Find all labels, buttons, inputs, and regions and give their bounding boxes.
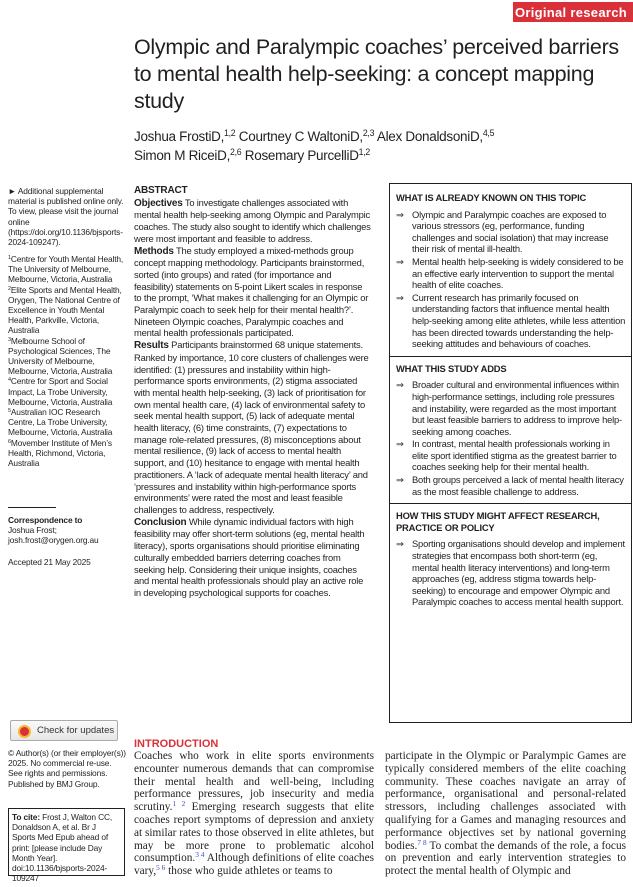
affiliation [8,336,126,377]
abstract-text: To investigate challenges associated with mental health help-seeking among Olympic and Paralympic coaches. The study also sought to identify which challenges were most important and feasible to address. [134,196,371,244]
citation-box [8,808,125,884]
author-name[interactable]: Simon M Rice [134,148,215,163]
abstract-label: Objectives [134,197,183,209]
supplemental-note[interactable]: ► Additional supplemental material is published online only. To view, please visit the journal online (https://doi.org/10.1136/bjsports-2024-109247). [8,186,124,248]
orcid-icon[interactable]: iD [346,148,359,163]
author-affiliation: 1,2 [224,128,236,139]
affiliation-number: 4 [8,377,11,384]
orcid-icon[interactable]: iD [214,148,227,163]
affiliation [8,438,126,469]
copyright: © Author(s) (or their employer(s)) 2025. No commercial re-use. See rights and permissions. Published by BMJ Group. [8,748,126,789]
abstract-text: Participants brainstormed 68 unique statements. Ranked by importance, 10 core clusters of challenges were identified: (1) pressures and instability within high-performance sports environments, (2) stigma associated with mental health help-seeking, (3) lack of prioritisation for own mental health care, (4) lack of environmental safety to seek mental health support, (5) lack of adequate mental health literacy, (6) time constraints, (7) expectations to manage role-related pressures, (8) misconceptions about mental resilience, (9) lack of access to mental health support, and (10) hesitance to engage with mental health practitioners. A ‘lack of adequate mental health literacy’ and ‘pressures and instability within high-performance sports environments’ were rated the most and least feasible challenges to address, respectively. [134,339,369,515]
box-heading: WHAT IS ALREADY KNOWN ON THIS TOPIC [396,192,587,203]
box-item [396,474,626,497]
author-affiliation: 2,6 [230,147,242,158]
body-text: Emerging research suggests that elite coaches report symptoms of depression and anxiety at similar rates to those observed in elite athletes, but may be more prone to problematic alcohol consumption. [134,801,374,865]
correspondence [8,515,126,546]
box-item [396,438,626,473]
box-item-text: Mental health help-seeking is widely considered to be an effective early intervention to support the mental health of elite coaches. [412,255,624,291]
abstract-text: While dynamic individual factors with high feasibility may offer short-term solutions (eg, mental health literacy), sports organisations should prioritise eliminating culturally embedded barriers deterring coaches from seeking help. Considering their unique insights, coaches and mental health professionals should play an active role in developing psychological supports for coaches. [134,515,365,598]
arrow-icon: ⇒ [396,438,404,450]
author [245,148,370,163]
author: Alex DonaldsoniD,$^{4,5}$ [376,128,495,144]
affiliation-number: 1 [8,255,11,261]
intro-column-1 [134,750,374,878]
body-text: To combat the demands of the role, a focus on prevention and early intervention strategies to protect the mental health of Olympic and [385,839,626,878]
introduction-heading: INTRODUCTION [134,738,219,750]
arrow-icon: ⇒ [396,208,404,220]
author-affiliation: 2,3 [362,128,375,139]
author-name[interactable]: Alex Donaldson [376,129,468,144]
box-item-text: Sporting organisations should develop and implement strategies that encompass both short-term (eg, mental health literacy interventions) and long-term approaches (eg, address stigma towards help-seeking) to encourage and empower Olympic and Paralympic coaches to access mental health support. [412,538,625,608]
affiliation [8,376,126,407]
box-item-text: In contrast, mental health professionals working in elite sport identified stigma as the greatest barrier to coaches seeking help for their mental health. [412,438,617,473]
box-heading: WHAT THIS STUDY ADDS [396,362,507,374]
citation-link[interactable]: 5 6 [156,863,166,873]
author: Courtney C WaltoniD,$^{2,3}$ [238,128,375,144]
correspondence-text[interactable]: Joshua Frost; josh.frost@orygen.org.au [8,525,99,546]
box-item [396,256,626,291]
check-updates-label: Check for updates [37,725,115,736]
correspondence-heading: Correspondence to [8,515,83,525]
abstract [134,185,372,599]
author-name[interactable]: Courtney C Walton [238,129,348,144]
accepted-date: Accepted 21 May 2025 [8,557,91,567]
box-list [396,209,626,350]
author-name[interactable]: Joshua Frost [134,129,209,144]
cite-text: Frost J, Walton CC, Donaldson A, et al. Br J Sports Med Epub ahead of print: [please include Day Month Year]. doi:10.1136/bjsports-2024-109247 [12,812,113,884]
affiliation-number: 6 [8,438,11,445]
affiliation-text: Elite Sports and Mental Health, Orygen, The National Centre of Excellence in Youth Mental Health, Parkville, Victoria, Australia [8,284,122,336]
affiliation-text: Centre for Youth Mental Health, The University of Melbourne, Melbourne, Victoria, Australia [8,254,124,285]
affiliation-text: Movember Institute of Men’s Health, Richmond, Victoria, Australia [8,437,112,469]
orcid-icon[interactable]: iD [467,129,480,144]
affiliation [8,254,126,285]
box-list [396,538,626,608]
affiliations [8,254,126,468]
citation-link[interactable]: 3 4 [195,850,205,860]
arrow-icon: ⇒ [396,255,404,267]
citation-link[interactable]: 1 2 [172,799,186,809]
arrow-icon: ⇒ [396,474,404,486]
body-text: those who guide athletes or teams to [165,865,333,878]
author-name[interactable]: Rosemary Purcell [244,148,347,163]
box-item-text: Broader cultural and environmental influences within high-performance settings, including role pressures and instability, were regarded as the most important but least feasible barriers to address to improve help-seeking among coaches. [412,379,622,437]
abstract-section [134,245,372,340]
author: Joshua FrostiD,$^{1,2}$ [134,128,236,144]
abstract-section [134,516,372,599]
cite-label: To cite: [12,812,40,822]
key-messages-box [389,183,632,723]
orcid-icon[interactable]: iD [347,129,360,144]
affiliation-number: 5 [8,408,11,415]
box-divider [390,503,631,504]
arrow-icon: ⇒ [396,379,404,391]
affiliation-text: Australian IOC Research Centre, La Trobe University, Melbourne, Victoria, Australia [8,407,113,438]
abstract-label: Conclusion [134,516,187,528]
affiliation-text: Centre for Sport and Social Impact, La Trobe University, Melbourne, Victoria, Australia [8,376,113,407]
check-for-updates-button[interactable] [10,720,118,741]
box-item-text: Current research has primarily focused on understanding factors that influence mental health help-seeking among elite athletes, while less attention has been directed towards understanding the help-seeking attitudes and behaviours of coaches. [412,291,626,350]
affiliation-number: 2 [8,285,11,292]
abstract-section [134,197,372,245]
author: Simon M RiceiD,$^{2,6}$ [134,147,242,163]
box-list [396,379,626,497]
box-item [396,209,626,255]
box-heading: HOW THIS STUDY MIGHT AFFECT RESEARCH, PRACTICE OR POLICY [396,510,600,533]
box-divider [390,356,631,357]
arrow-icon: ⇒ [396,538,404,550]
intro-column-2 [385,750,626,878]
box-item [396,538,626,608]
affiliation [8,407,126,438]
box-item-text: Both groups perceived a lack of mental health literacy as the most feasible challenge to address. [412,474,624,497]
body-text: Coaches who work in elite sports environments encounter numerous demands that can compromise their mental health and well-being, including performance pressures, job insecurity and media scrutiny. [134,750,374,814]
box-item [396,379,626,437]
box-item-text: Olympic and Paralympic coaches are exposed to various stressors (eg, performance, funding challenges and social isolation) that may increase their risk of mental ill-health. [412,208,609,255]
orcid-icon[interactable]: iD [208,129,221,144]
author-list [134,127,614,165]
author-affiliation: 1,2 [358,147,370,158]
author-affiliation: 4,5 [482,128,495,139]
box-item [396,292,626,350]
body-text: Although definitions of elite coaches vary, [134,852,374,878]
abstract-heading: ABSTRACT [134,185,188,196]
abstract-label: Methods [134,245,174,257]
abstract-label: Results [134,340,169,352]
abstract-text: The study employed a mixed-methods group concept mapping methodology. Participants brainstormed, sorted (into groups) and rated (for importance and feasibility) statements on 5-point Likert scales in response to the prompt, ‘What makes it challenging for an Olympic or Paralympic coach to seek help for their mental health?’. Nineteen Olympic coaches, Paralympic coaches and mental health professionals participated. [134,244,369,339]
citation-link[interactable]: 7 8 [417,837,427,847]
body-text: participate in the Olympic or Paralympic Games are typically considered members of the elite coaching community. These coaches navigate an array of performance, organisational and personal-related stressors, including challenges associated with qualifying for a Games and managing resources and performance objectives set by national governing bodies. [385,750,626,852]
arrow-icon: ⇒ [396,291,404,303]
article-title: Olympic and Paralympic coaches’ perceived barriers to mental health help-seeking: a concept mapping study [134,35,619,113]
affiliation [8,285,126,336]
abstract-section [134,339,372,516]
section-label: Original research [513,2,633,22]
affiliation-number: 3 [8,336,11,343]
crossmark-icon [18,725,31,738]
divider [8,507,56,508]
affiliation-text: Melbourne School of Psychological Sciences, The University of Melbourne, Melbourne, Victoria, Australia [8,335,113,377]
